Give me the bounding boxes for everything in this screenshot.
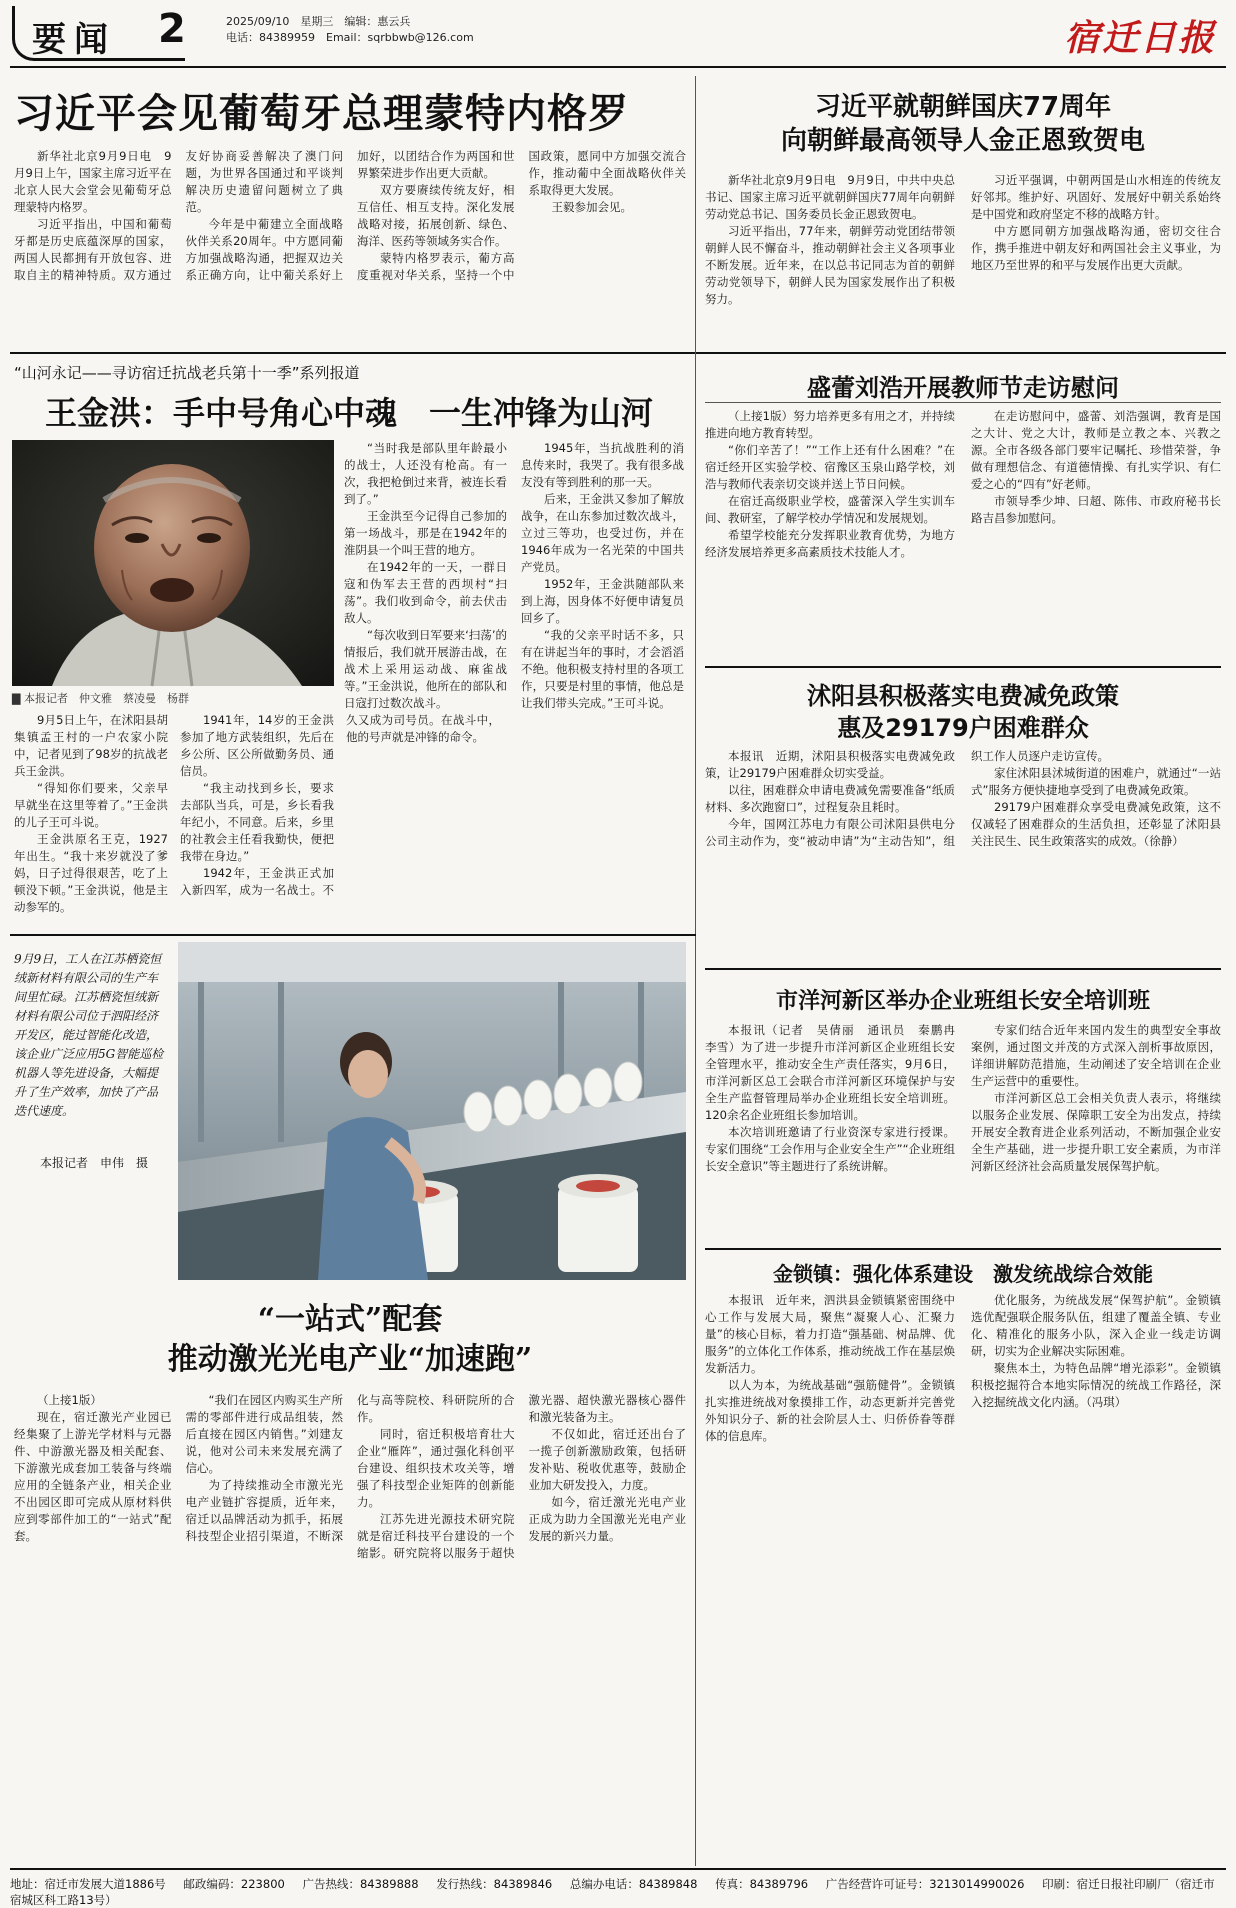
side-paragraph: 新华社北京9月9日电 9月9日，中共中央总书记、国家主席习近平就朝鲜国庆77周年向朝鲜劳动党总书记、国务委员长金正恩致贺电。 (705, 173, 955, 221)
industry-paragraph: 如今，宿迁激光光电产业正成为助力全国激光光电产业发展的新兴力量。 (528, 1495, 686, 1543)
jinsuo-paragraph: 本报讯 近年来，泗洪县金锁镇紧密围绕中心工作与发展大局，聚焦“凝聚人心、汇聚力量”的核心目标，着力打造“强基础、树品牌、优服务”的立体化工作体系，推动统战工作在基层焕发新活力。 (705, 1293, 955, 1375)
paper-logo: 宿迁日报 (1063, 17, 1216, 59)
teacher-body (705, 408, 1221, 656)
section-rule (705, 968, 1221, 970)
date-line: 2025/09/10 星期三 编辑：惠云兵 (226, 15, 411, 28)
power-paragraph: 今年，国网江苏电力有限公司沭阳县供电分公司主动作为，变“被动申请”为“主动告知”，组织工作人员逐户走访宣传。 (705, 749, 1109, 848)
power-paragraph: 本报讯 近期，沭阳县积极落实电费减免政策，让29179户困难群众切实受益。 (705, 749, 955, 780)
feature-body-right (344, 440, 684, 930)
feature-paragraph: 后来，王金洪又参加了解放战争，在山东参加过数次战斗，立过三等功，也受过伤，并在1946年成为一名光荣的中国共产党员。 (521, 492, 684, 574)
training-paragraph: 专家们结合近年来国内发生的典型安全事故案例，通过图文并茂的方式深入剖析事故原因，详细讲解防范措施，生动阐述了安全培训在企业生产运营中的重要性。 (971, 1023, 1221, 1088)
industry-paragraph: 现在，宿迁激光产业园已经集聚了上游光学材料与元器件、中游激光器及相关配套、下游激光成套加工装备与终端应用的全链条产业，相关企业不出园区即可完成从原材料供应到零部件加工的“一站式”配套。 (14, 1410, 172, 1543)
contact-line: 电话：84389959 Email：sqrbbwb@126.com (226, 31, 474, 44)
section-rule (10, 352, 695, 354)
feature-byline: ▇ 本报记者 仲文雅 蔡凌曼 杨群 (12, 692, 189, 705)
feature-body-lower (14, 712, 500, 932)
training-body (705, 1022, 1221, 1240)
industry-paragraph: 为了持续推动全市激光光电产业链扩容提质，近年来，宿迁以品牌活动为抓手，拓展科技型企业招引渠道，不断深化与高等院校、科研院所的合作。 (185, 1393, 515, 1543)
feature-paragraph: 王金洪原名王克，1927年出生。“我十来岁就没了爹妈，日子过得很艰苦，吃了上顿没下顿。”王金洪说，他是主动参军的。 (14, 832, 168, 914)
feature-paragraph: 1945年，当抗战胜利的消息传来时，我哭了。我有很多战友没有等到胜利的那一天。 (521, 441, 684, 489)
veteran-photo-art (12, 440, 334, 686)
side-headline-line: 习近平就朝鲜国庆77周年 (814, 92, 1112, 122)
teacher-paragraph: “你们辛苦了！”“工作上还有什么困难？”在宿迁经开区实验学校、宿豫区玉泉山路学校，刘浩与教师代表亲切交谈并送上节日问候。 (705, 443, 955, 491)
section-name: 要闻 (32, 20, 116, 60)
side-paragraph: 习近平指出，77年来，朝鲜劳动党团结带领朝鲜人民不懈奋斗，推动朝鲜社会主义各项事业不断发展。近年来，在以总书记同志为首的朝鲜劳动党领导下，朝鲜人民为国家发展作出了积极努力。 (705, 224, 955, 306)
industry-headline (14, 1300, 686, 1380)
teacher-paragraph: 市领导季少坤、曰超、陈伟、市政府秘书长路吉昌参加慰问。 (971, 494, 1221, 525)
feature-paragraph: 1952年，王金洪随部队来到上海，因身体不好便申请复员回乡了。 (521, 577, 684, 625)
teacher-headline: 盛蕾刘浩开展教师节走访慰问 (807, 374, 1119, 402)
teacher-paragraph: 在走访慰问中，盛蕾、刘浩强调，教育是国之大计、党之大计，教师是立教之本、兴教之源。全市各级各部门要牢记嘱托、珍惜荣誉，争做有理想信念、有道德情操、有扎实学识、有仁爱之心的“四有”好老师。 (971, 409, 1221, 491)
footer (10, 1868, 1226, 1908)
teacher-paragraph: （上接1版）努力培养更多有用之才，并持续推进向地方教育转型。 (705, 409, 955, 440)
side-paragraph: 中方愿同朝方加强战略沟通，密切交往合作，携手推进中朝友好和两国社会主义事业，为地区乃至世界的和平与发展作出更大贡献。 (971, 224, 1221, 272)
power-headline-line: 惠及29179户困难群众 (837, 714, 1089, 742)
factory-photo (178, 942, 686, 1280)
column-divider (695, 76, 696, 1866)
industry-paragraph: “我们在园区内购买生产所需的零部件进行成品组装，然后直接在园区内销售。”刘建友说，他对公司未来发展充满了信心。 (185, 1393, 343, 1475)
lead-paragraph: 新华社北京9月9日电 9月9日上午，国家主席习近平在北京人民大会堂会见葡萄牙总理蒙特内格罗。 (14, 149, 172, 214)
footer-fax: 传真：84389796 (715, 1877, 809, 1891)
feature-paragraph: 王金洪至今记得自己参加的第一场战斗，那是在1942年的淮阴县一个叫王营的地方。 (344, 509, 507, 557)
footer-distribution: 发行热线：84389846 (436, 1877, 553, 1891)
power-headline (705, 680, 1221, 744)
feature-paragraph: “当时我是部队里年龄最小的战士，人还没有枪高。有一次，我把枪倒过来背，被连长看到了。” (344, 441, 507, 506)
industry-headline-line: “一站式”配套 (257, 1302, 443, 1337)
section-rule (705, 666, 1221, 668)
lead-paragraph: 今年是中葡建立全面战略伙伴关系20周年。中方愿同葡方加强战略沟通，把握双边关系正确方向，让中葡关系好上加好，以团结合作为两国和世界繁荣进步作出更大贡献。 (185, 149, 515, 282)
side-headline-line: 向朝鲜最高领导人金正恩致贺电 (780, 126, 1145, 156)
industry-paragraph: （上接1版） (37, 1393, 102, 1407)
industry-paragraph: 同时，宿迁积极培育壮大企业“雁阵”，通过强化科创平台建设、组织技术攻关等，增强了科技型企业矩阵的创新能力。 (357, 1427, 515, 1509)
industry-paragraph: 江苏先进光源技术研究院就是宿迁科技平台建设的一个缩影。研究院将以服务于超快激光器、超快激光器核心器件和激光装备为主。 (357, 1393, 686, 1560)
training-paragraph: 本报讯（记者 吴倩丽 通讯员 秦鹏冉 李雪）为了进一步提升市洋河新区企业班组长安全管理水平，推动安全生产责任落实，9月6日，市洋河新区总工会联合市洋河新区环境保护与安全生产监督管理局举办企业班组长安全培训班。120余名企业班组长参加培训。 (705, 1023, 967, 1122)
photo-caption: 9月9日，工人在江苏栖瓷恒绒新材料有限公司的生产车间里忙碌。江苏栖瓷恒绒新材料有限公司位于泗阳经济开发区，能过智能化改造，该企业广泛应用5G智能巡检机器人等先进设备，大幅提升了生产效率，加快了产品迭代速度。 (14, 952, 164, 1118)
footer-printer: 印刷：宿迁日报社印刷厂（宿迁市宿城区科工路13号） (10, 1877, 1215, 1907)
photo-credit: 本报记者 申伟 摄 (40, 1156, 149, 1170)
feature-paragraph: 9月5日上午，在沭阳县胡集镇孟王村的一户农家小院中，记者见到了98岁的抗战老兵王金洪。 (14, 713, 168, 778)
jinsuo-body (705, 1292, 1221, 1860)
footer-ad-hotline: 广告热线：84389888 (302, 1877, 419, 1891)
training-paragraph: 本次培训班邀请了行业资深专家进行授课。专家们围绕“工会作用与企业安全生产”“企业班组长安全意识”等主题进行了系统讲解。 (705, 1125, 955, 1173)
side-headline (705, 90, 1221, 158)
feature-paragraph: 1942年，王金洪正式加入新四军，成为一名战士。不久又成为司号员。在战斗中，他的号声就是冲锋的命令。 (180, 713, 500, 897)
section-rule (10, 934, 696, 936)
section-rule (705, 1248, 1221, 1250)
footer-postcode: 邮政编码：223800 (183, 1877, 285, 1891)
lead-body (14, 148, 686, 338)
feature-paragraph: “得知你们要来，父亲早早就坐在这里等着了。”王金洪的儿子王可斗说。 (14, 781, 168, 829)
power-paragraph: 以往，困难群众申请电费减免需要准备“纸质材料、多次跑窗口”，过程复杂且耗时。 (705, 783, 955, 814)
lead-paragraph: 王毅参加会见。 (551, 200, 632, 214)
power-paragraph: 29179户困难群众享受电费减免政策，这不仅减轻了困难群众的生活负担，还彰显了沭阳县关注民生、民生政策落实的成效。（徐静） (971, 800, 1221, 848)
jinsuo-headline: 金锁镇：强化体系建设 激发统战综合效能 (773, 1262, 1153, 1286)
jinsuo-paragraph: 聚焦本土，为特色品牌“增光添彩”。金锁镇积极挖掘符合本地实际情况的统战工作路径，深入挖掘统战文化内涵。（冯琪） (971, 1361, 1221, 1409)
power-body (705, 748, 1221, 960)
jinsuo-paragraph: 优化服务，为统战发展“保驾护航”。金锁镇选优配强联企服务队伍，组建了覆盖全镇、专业化、精准化的服务小队，深入企业一线走访调研，切实为企业解决实际困难。 (971, 1293, 1221, 1358)
training-headline: 市洋河新区举办企业班组长安全培训班 (775, 989, 1150, 1014)
feature-paragraph: 在1942年的一天，一群日寇和伪军去王营的西坝村“扫荡”。我们收到命令，前去伏击敌人。 (344, 560, 507, 625)
industry-headline-line: 推动激光光电产业“加速跑” (167, 1342, 533, 1377)
lead-paragraph: 习近平指出，中国和葡萄牙都是历史底蕴深厚的国家，两国人民都拥有开放包容、进取自主的精神特质。双方通过友好协商妥善解决了澳门问题，为世界各国通过和平谈判解决历史遗留问题树立了典范。 (14, 149, 343, 282)
power-headline-line: 沭阳县积极落实电费减免政策 (807, 682, 1119, 710)
training-paragraph: 市洋河新区总工会相关负责人表示，将继续以服务企业发展、保障职工安全为出发点，持续开展安全教育进企业系列活动，不断加强企业安全生产基础，进一步提升职工安全素质，为市洋河新区经济社会高质量发展保驾护航。 (971, 1091, 1221, 1173)
side-lead-body (705, 172, 1221, 350)
jinsuo-paragraph: 以人为本，为统战基础“强筋健骨”。金锁镇扎实推进统战对象摸排工作，动态更新并完善党外知识分子、新的社会阶层人士、归侨侨眷等群体的信息库。 (705, 1378, 955, 1443)
side-paragraph: 习近平强调，中朝两国是山水相连的传统友好邻邦。维护好、巩固好、发展好中朝关系始终是中国党和政府坚定不移的战略方针。 (971, 173, 1221, 221)
veteran-photo (12, 440, 334, 686)
factory-photo-art (178, 942, 686, 1280)
page-number: 2 (158, 6, 186, 52)
feature-paragraph: 1941年，14岁的王金洪参加了地方武装组织，先后在乡公所、区公所做勤务员、通信员。 (180, 713, 334, 778)
series-label: “山河永记——寻访宿迁抗战老兵第十一季”系列报道 (14, 364, 360, 382)
feature-headline: 王金洪：手中号角心中魂 一生冲锋为山河 (44, 394, 653, 432)
lead-paragraph: 蒙特内格罗表示，葡方高度重视对华关系，坚持一个中国政策，愿同中方加强交流合作，推动葡中全面战略伙伴关系取得更大发展。 (357, 149, 686, 282)
masthead-meta (226, 14, 474, 46)
lead-headline: 习近平会见葡萄牙总理蒙特内格罗 (14, 91, 629, 137)
industry-body (14, 1392, 686, 1860)
power-paragraph: 家住沭阳县沭城街道的困难户，就通过“一站式”服务方便快捷地享受到了电费减免政策。 (971, 766, 1221, 797)
feature-paragraph: “我主动找到乡长，要求去部队当兵，可是，乡长看我年纪小，不同意。后来，乡里的社教会主任看我勤快，便把我带在身边。” (180, 781, 334, 863)
feature-paragraph: “每次收到日军要来‘扫荡’的情报后，我们就开展游击战，在战术上采用运动战、麻雀战等。”王金洪说，他所在的部队和日寇打过数次战斗。 (344, 628, 507, 710)
footer-address: 地址：宿迁市发展大道1886号 (10, 1877, 166, 1891)
teacher-paragraph: 希望学校能充分发挥职业教育优势，为地方经济发展培养更多高素质技术技能人才。 (705, 528, 955, 559)
masthead-rule (10, 66, 1226, 68)
industry-paragraph: 不仅如此，宿迁还出台了一揽子创新激励政策，包括研发补贴、税收优惠等，鼓励企业加大研发投入，力度。 (528, 1427, 686, 1492)
story-rule (705, 402, 1221, 403)
footer-license: 广告经营许可证号：3213014990026 (825, 1877, 1025, 1891)
footer-office-phone: 总编办电话：84389848 (569, 1877, 698, 1891)
lead-paragraph: 双方要赓续传统友好，相互信任、相互支持。深化发展战略对接，拓展创新、绿色、海洋、医药等领域务实合作。 (357, 183, 515, 248)
teacher-paragraph: 在宿迁高级职业学校，盛蕾深入学生实训车间、教研室，了解学校办学情况和发展规划。 (705, 494, 955, 525)
feature-paragraph: “我的父亲平时话不多，只有在讲起当年的事时，才会滔滔不绝。他积极支持村里的各项工作，只要是村里的事情，他总是让我们带头完成。”王可斗说。 (521, 628, 684, 710)
section-rule (696, 352, 1226, 354)
